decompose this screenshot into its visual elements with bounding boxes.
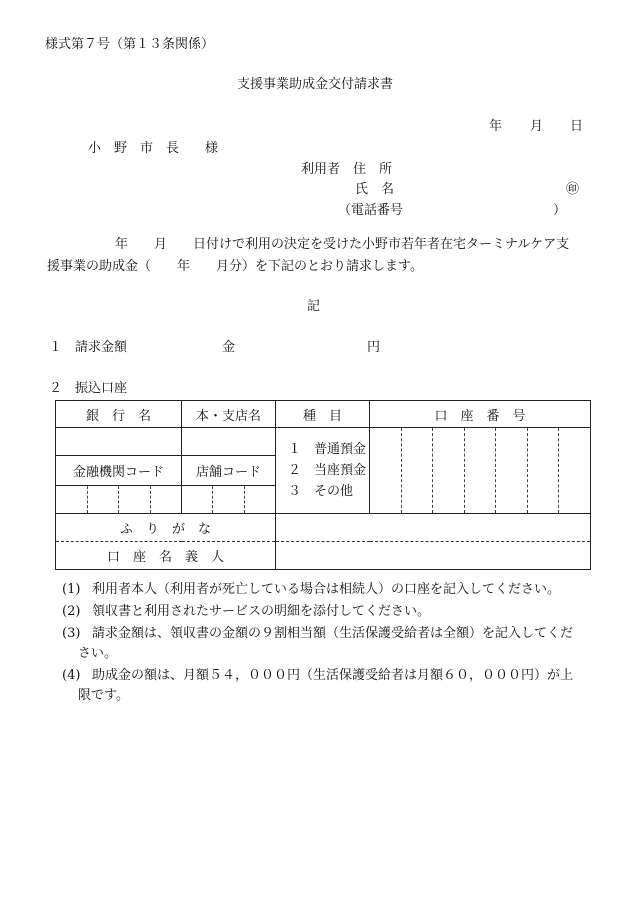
date-year-label: 年 [489, 119, 503, 134]
date-day-label: 日 [570, 119, 584, 134]
type-other: ３ その他 [288, 484, 354, 499]
header-account-type: 種 目 [276, 401, 370, 428]
branch-name-cell [182, 428, 276, 456]
note-3-number: (3) [62, 626, 81, 641]
note-2-number: (2) [62, 604, 81, 619]
note-4-number: (4) [62, 668, 81, 683]
bank-code-digits [56, 485, 182, 513]
note-2 [62, 602, 587, 622]
phone-label: （電話番号 [338, 203, 404, 218]
bank-account-label: ２ 振込口座 [49, 381, 128, 396]
note-4-text: 助成金の額は、月額５４，０００円（生活保護受給者は月額６０，０００円）が上 [92, 668, 574, 683]
claim-amount-label: １ 請求金額 [49, 340, 128, 355]
header-bank-name: 銀 行 名 [56, 401, 182, 428]
note-1 [62, 580, 587, 600]
header-branch-name: 本・支店名 [182, 401, 276, 428]
document-title: 支援事業助成金交付請求書 [236, 77, 393, 92]
applicant-name-label: 氏 名 [355, 182, 395, 197]
type-current: ２ 当座預金 [288, 463, 367, 478]
branch-code-digits [182, 485, 276, 513]
note-1-number: (1) [62, 582, 81, 597]
claim-amount-yen: 円 [367, 340, 381, 355]
note-3-text: 請求金額は、領収書の金額の９割相当額（生活保護受給者は全額）を記入してくだ [92, 626, 574, 641]
claim-amount-kin: 金 [222, 340, 236, 355]
note-3 [62, 624, 587, 664]
account-type-options [276, 428, 370, 514]
ki-label: 記 [307, 299, 321, 314]
bank-account-table [55, 400, 591, 570]
request-body-line2: 援事業の助成金（ 年 月分）を下記のとおり請求します。 [47, 259, 423, 274]
request-body-line1: 年 月 日付けで利用の決定を受けた小野市若年者在宅ターミナルケア支 [115, 237, 570, 252]
bank-name-cell [56, 428, 182, 456]
type-ordinary: １ 普通預金 [288, 442, 367, 457]
branch-code-label: 店舗コード [182, 456, 276, 485]
note-4-continuation: 限です。 [78, 688, 129, 703]
account-number-digits [370, 428, 591, 514]
note-2-text: 領収書と利用されたサービスの明細を添付してください。 [92, 604, 431, 619]
date-month-label: 月 [530, 119, 544, 134]
seal-mark: ㊞ [566, 182, 580, 197]
form-number: 様式第７号（第１３条関係） [45, 37, 215, 52]
account-holder-cell [276, 542, 591, 570]
phone-close: ） [553, 203, 567, 218]
account-holder-label: 口 座 名 義 人 [56, 542, 276, 570]
bank-code-label: 金融機関コード [56, 456, 182, 485]
header-account-number: 口 座 番 号 [370, 401, 591, 428]
note-4 [62, 666, 587, 706]
applicant-address-label: 利用者 住 所 [301, 162, 393, 177]
addressee: 小 野 市 長 様 [88, 141, 219, 156]
note-3-continuation: さい。 [78, 646, 118, 661]
furigana-label: ふ り が な [56, 514, 276, 542]
furigana-cell [276, 514, 591, 542]
note-1-text: 利用者本人（利用者が死亡している場合は相続人）の口座を記入してください。 [92, 582, 561, 597]
